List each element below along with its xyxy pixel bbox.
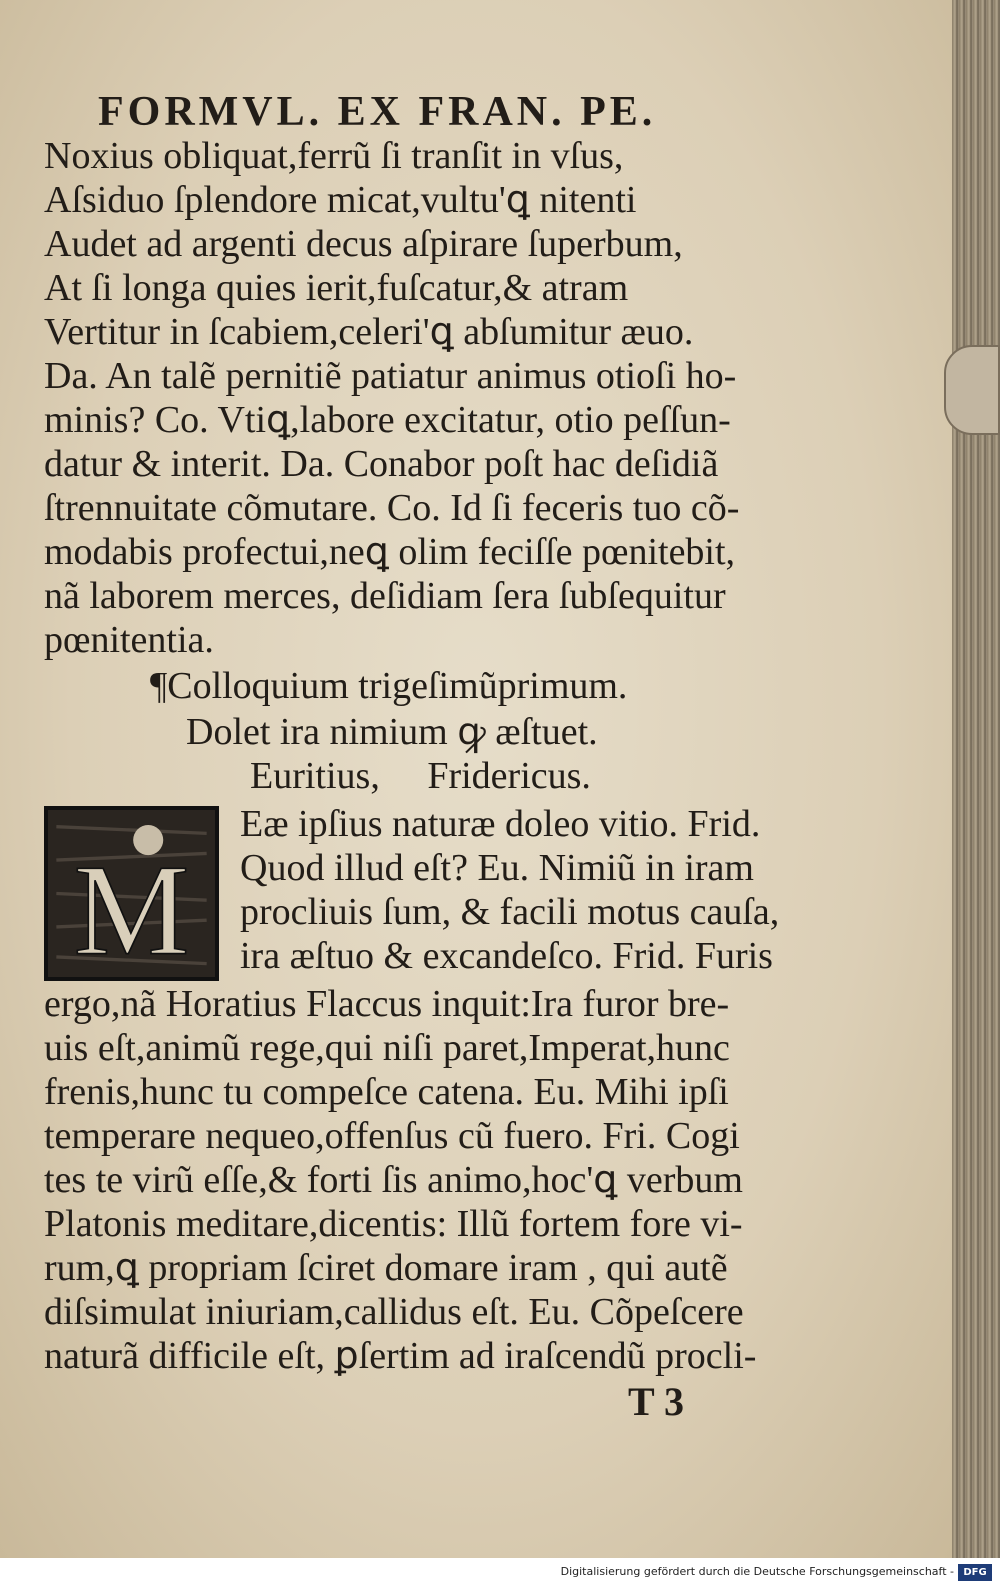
signature-mark: T 3 (628, 1379, 684, 1424)
speakers-line: Euritius, Fridericus. (250, 755, 591, 797)
book-clip (944, 345, 1000, 435)
poem-line: Aſsiduo ſplendore micat,vultu'ꝗ nitenti (44, 179, 637, 221)
dialogue-line: ergo,nã Horatius Flaccus inquit:Ira furor bre- (44, 983, 730, 1025)
dialogue-line: naturã difficile eſt, ꝑſertim ad iraſcendũ procli- (44, 1335, 757, 1377)
dialogue-line: frenis,hunc tu compeſce catena. Eu. Mihi ipſi (44, 1071, 729, 1113)
prose-line: minis? Co. Vtiꝗ,labore excitatur, otio peſſun- (44, 399, 731, 441)
dialogue-line: Eæ ipſius naturæ doleo vitio. Frid. (240, 803, 761, 845)
colloquium-subtitle: Dolet ira nimium ꝙ æſtuet. (186, 711, 598, 753)
prose-line: datur & interit. Da. Conabor poſt hac deſidiã (44, 443, 719, 485)
colloquium-heading: ¶Colloquium trigeſimũprimum. (150, 665, 628, 707)
woodcut-initial-icon (48, 810, 215, 977)
dialogue-line: diſsimulat iniuriam,callidus eſt. Eu. Cõpeſcere (44, 1291, 744, 1333)
poem-line: Noxius obliquat,ferrũ ſi tranſit in vſus, (44, 135, 624, 177)
poem-line: Vertitur in ſcabiem,celeri'ꝗ abſumitur æuo. (44, 311, 694, 353)
running-head: FORMVL. EX FRAN. PE. (98, 89, 657, 135)
dfg-logo: DFG (958, 1564, 992, 1581)
dialogue-line: procliuis ſum, & facili motus cauſa, (240, 891, 780, 933)
page-stack-edge (952, 0, 1000, 1558)
dialogue-line: rum,ꝗ propriam ſciret domare iram , qui autẽ (44, 1247, 728, 1289)
poem-line: At ſi longa quies ierit,fuſcatur,& atram (44, 267, 629, 309)
prose-line: modabis profectui,neꝗ olim feciſſe pœnitebit, (44, 531, 736, 573)
dialogue-line: tes te virũ eſſe,& forti ſis animo,hoc'ꝗ verbum (44, 1159, 743, 1201)
dialogue-line: Platonis meditare,dicentis: Illũ fortem fore vi- (44, 1203, 743, 1245)
poem-line: Audet ad argenti decus aſpirare ſuperbum, (44, 223, 683, 265)
dialogue-line: temperare nequeo,offenſus cũ fuero. Fri. Cogi (44, 1115, 740, 1157)
dialogue-line: Quod illud eſt? Eu. Nimiũ in iram (240, 847, 754, 889)
funding-notice: Digitalisierung gefördert durch die Deutsche Forschungsgemeinschaft - (560, 1565, 954, 1578)
prose-line: pœnitentia. (44, 619, 214, 661)
prose-line: ſtrennuitate cõmutare. Co. Id ſi feceris tuo cõ- (44, 487, 740, 529)
dialogue-line: ira æſtuo & excandeſco. Frid. Furis (240, 935, 773, 977)
dialogue-line: uis eſt,animũ rege,qui niſi paret,Imperat,hunc (44, 1027, 730, 1069)
initial-letter: M (73, 838, 190, 977)
prose-line: nã laborem merces, deſidiam ſera ſubſequitur (44, 575, 726, 617)
decorated-initial (44, 806, 219, 981)
footer-bar (0, 1558, 1000, 1589)
prose-line: Da. An talẽ pernitiẽ patiatur animus otioſi ho- (44, 355, 737, 397)
